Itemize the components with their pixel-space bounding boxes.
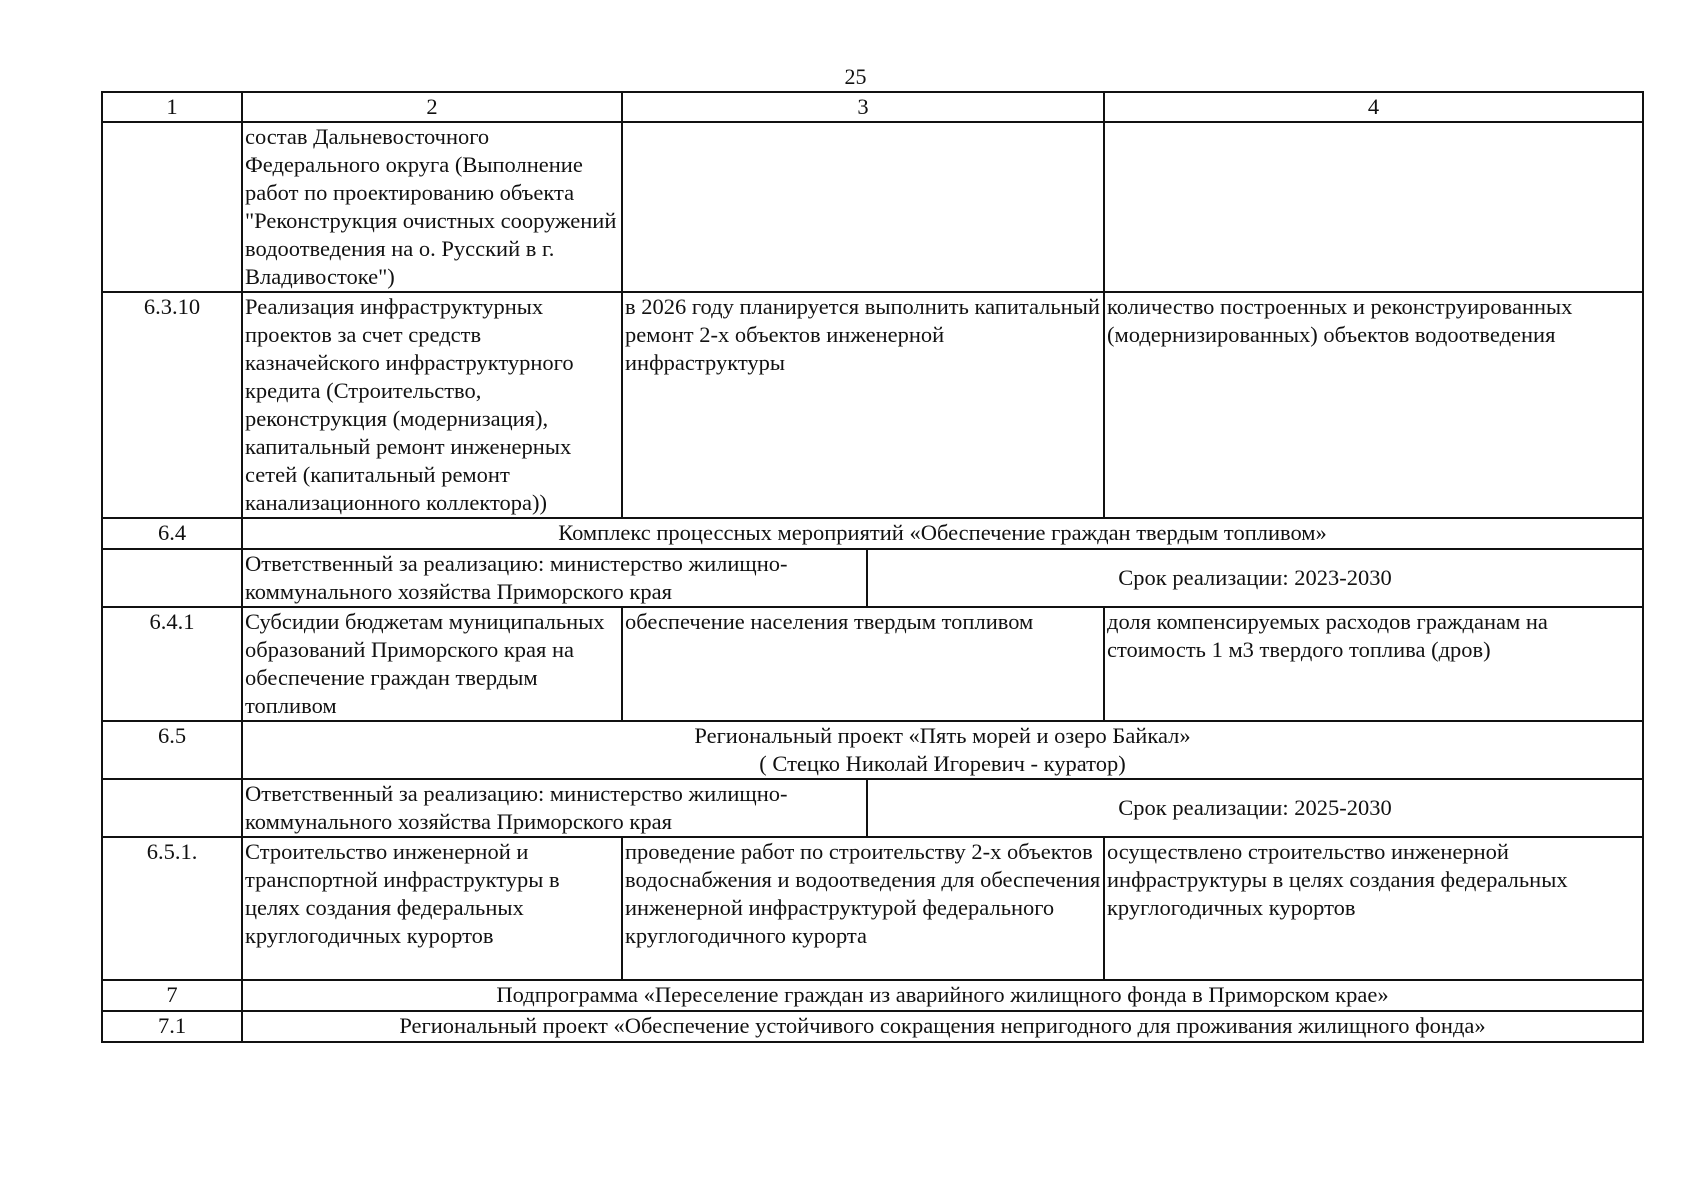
measure-name-cell: Субсидии бюджетам муниципальных образований Приморского края на обеспечение граждан твердым топливом (242, 607, 622, 721)
section-row (102, 721, 1643, 779)
section-curator-line: ( Стецко Николай Игоревич - куратор) (759, 751, 1126, 776)
indicator-cell: количество построенных и реконструированных (модернизированных) объектов водоотведения (1104, 292, 1643, 518)
page-number: 25 (844, 64, 867, 89)
row-number-cell (102, 779, 242, 837)
section-title-line: Региональный проект «Пять морей и озеро Байкал» (694, 723, 1191, 748)
table-header-row (102, 92, 1643, 122)
indicator-cell (1104, 122, 1643, 292)
row-number-cell: 7 (102, 980, 242, 1011)
row-number-cell: 7.1 (102, 1011, 242, 1042)
responsible-row (102, 549, 1643, 607)
section-title: Подпрограмма «Переселение граждан из аварийного жилищного фонда в Приморском крае» (242, 980, 1643, 1011)
table-row (102, 607, 1643, 721)
indicator-cell: доля компенсируемых расходов гражданам на стоимость 1 м3 твердого топлива (дров) (1104, 607, 1643, 721)
responsible-cell: Ответственный за реализацию: министерство жилищно-коммунального хозяйства Приморского края (242, 549, 867, 607)
section-title: Региональный проект «Обеспечение устойчивого сокращения непригодного для проживания жилищного фонда» (242, 1011, 1643, 1042)
section-row (102, 518, 1643, 549)
header-cell-1: 1 (102, 92, 242, 122)
row-number-cell (102, 549, 242, 607)
row-number-cell: 6.3.10 (102, 292, 242, 518)
term-cell: Срок реализации: 2025-2030 (867, 779, 1643, 837)
header-cell-3: 3 (622, 92, 1104, 122)
section-title: Комплекс процессных мероприятий «Обеспечение граждан твердым топливом» (242, 518, 1643, 549)
header-cell-4: 4 (1104, 92, 1643, 122)
section-title (242, 721, 1643, 779)
section-row (102, 1011, 1643, 1042)
header-cell-2: 2 (242, 92, 622, 122)
description-cell (622, 122, 1104, 292)
row-number-cell: 6.4 (102, 518, 242, 549)
description-cell: проведение работ по строительству 2-х объектов водоснабжения и водоотведения для обеспечения инженерной инфраструктурой федерального круглогодичного курорта (622, 837, 1104, 980)
section-row (102, 980, 1643, 1011)
description-cell: в 2026 году планируется выполнить капитальный ремонт 2-х объектов инженерной инфраструктуры (622, 292, 1104, 518)
description-cell: обеспечение населения твердым топливом (622, 607, 1104, 721)
table-row (102, 837, 1643, 980)
row-number-cell: 6.5.1. (102, 837, 242, 980)
measure-name-cell: состав Дальневосточного Федерального округа (Выполнение работ по проектированию объекта "Реконструкция очистных сооружений водоотведения на о. Русский в г. Владивостоке") (242, 122, 622, 292)
table-row (102, 292, 1643, 518)
program-table (101, 91, 1644, 1043)
responsible-cell: Ответственный за реализацию: министерство жилищно-коммунального хозяйства Приморского края (242, 779, 867, 837)
table-row (102, 122, 1643, 292)
indicator-cell: осуществлено строительство инженерной инфраструктуры в целях создания федеральных круглогодичных курортов (1104, 837, 1643, 980)
row-number-cell: 6.5 (102, 721, 242, 779)
term-cell: Срок реализации: 2023-2030 (867, 549, 1643, 607)
measure-name-cell: Строительство инженерной и транспортной инфраструктуры в целях создания федеральных круглогодичных курортов (242, 837, 622, 980)
measure-name-cell: Реализация инфраструктурных проектов за счет средств казначейского инфраструктурного кредита (Строительство, реконструкция (модернизация), капитальный ремонт инженерных сетей (капитальный ремонт канализационного коллектора)) (242, 292, 622, 518)
responsible-row (102, 779, 1643, 837)
row-number-cell: 6.4.1 (102, 607, 242, 721)
row-number-cell (102, 122, 242, 292)
